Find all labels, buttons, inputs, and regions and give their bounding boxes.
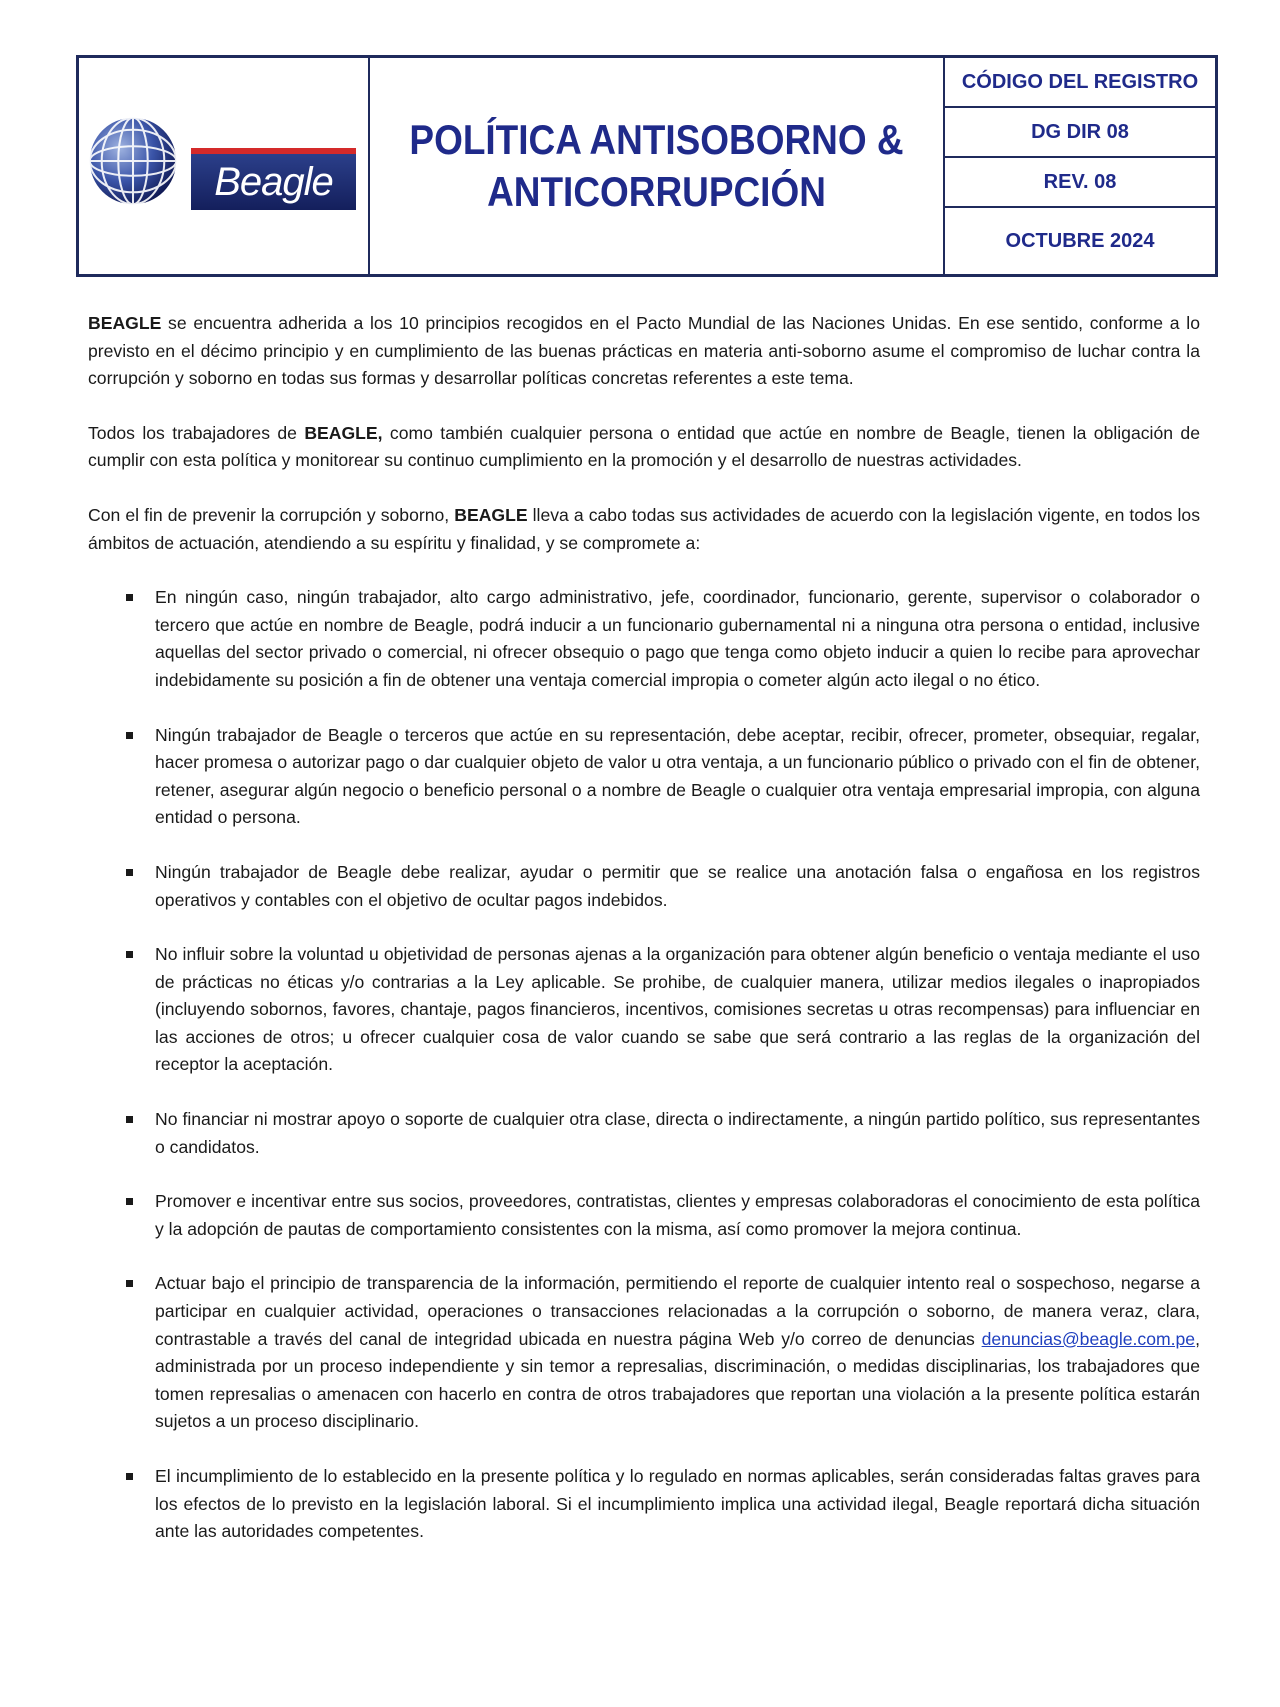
list-item-text: Ningún trabajador de Beagle debe realizar, ayudar o permitir que se realice una anotación falsa o engañosa en los registros operativos y contables con el objetivo de ocultar pagos indebidos. <box>155 861 1200 910</box>
list-item <box>88 859 1200 914</box>
intro-paragraph-2-post: como también cualquier persona o entidad que actúe en nombre de Beagle, tienen la obligación de cumplir con esta política y monitorear su continuo cumplimiento en la promoción y el desarrollo de nuestras actividades. <box>88 422 1200 471</box>
list-item-text: No financiar ni mostrar apoyo o soporte de cualquier otra clase, directa o indirectamente, a ningún partido político, sus representantes o candidatos. <box>155 1109 1200 1157</box>
document-revision: REV. 08 <box>945 158 1215 208</box>
square-bullet-icon <box>126 1198 133 1205</box>
company-name: BEAGLE, <box>304 422 383 443</box>
list-item <box>88 1106 1200 1161</box>
square-bullet-icon <box>126 869 133 876</box>
document-date: OCTUBRE 2024 <box>1005 229 1155 252</box>
square-bullet-icon <box>126 594 133 601</box>
document-meta <box>945 58 1215 274</box>
list-item-text: En ningún caso, ningún trabajador, alto cargo administrativo, jefe, coordinador, funcionario, gerente, supervisor o colaborador o tercero que actúe en nombre de Beagle, podrá inducir a un funcionario gubernamental ni a ninguna otra persona o entidad, inclusive aquellas del sector privado o comercial, ni ofrecer obsequio o pago que tenga como objeto inducir a quien lo recibe para aprovechar indebidamente su posición a fin de obtener una ventaja comercial impropia o cometer algún acto ilegal o no ético. <box>155 587 1200 690</box>
list-item-text: Actuar bajo el principio de transparencia de la información, permitiendo el reporte de cualquier intento real o sospechoso, negarse a participar en cualquier actividad, operaciones o transacciones relacionadas a la corrupción o soborno, de manera veraz, clara, contrastable a través del canal de integridad ubicada en nuestra página Web y/o correo de denuncias <box>155 1273 1200 1349</box>
square-bullet-icon <box>126 1116 133 1123</box>
document-title: POLÍTICA ANTISOBORNO & ANTICORRUPCIÓN <box>409 116 904 215</box>
square-bullet-icon <box>126 1280 133 1287</box>
intro-paragraph-2-pre: Todos los trabajadores de <box>88 422 305 443</box>
list-item-text: El incumplimiento de lo establecido en la presente política y lo regulado en normas aplicables, serán consideradas faltas graves para los efectos de lo previsto en la legislación laboral. Si el incumplimiento implica una actividad ilegal, Beagle reportará dicha situación ante las autoridades competentes. <box>155 1466 1200 1542</box>
title-cell <box>370 58 945 274</box>
brand-logo <box>191 154 356 210</box>
list-item <box>88 1188 1200 1243</box>
list-item-text: Promover e incentivar entre sus socios, proveedores, contratistas, clientes y empresas colaboradoras el conocimiento de esta política y la adopción de pautas de comportamiento consistentes con la misma, así como promover la mejora continua. <box>155 1191 1200 1239</box>
list-item-text: Ningún trabajador de Beagle o terceros que actúe en su representación, debe aceptar, recibir, ofrecer, prometer, obsequiar, regalar, hacer promesa o autorizar pago o dar cualquier objeto de valor u otra ventaja, a un funcionario público o privado con el fin de obtener, retener, asegurar algún negocio o beneficio personal o a nombre de Beagle o cualquier otra ventaja empresarial impropia, con alguna entidad o persona. <box>155 724 1200 828</box>
denuncias-email-link[interactable]: denuncias@beagle.com.pe <box>981 1328 1196 1349</box>
square-bullet-icon <box>126 732 133 739</box>
square-bullet-icon <box>126 1473 133 1480</box>
commitments-list <box>88 584 1200 1546</box>
document-code: DG DIR 08 <box>945 108 1215 158</box>
company-name: BEAGLE <box>454 504 528 525</box>
company-name: BEAGLE <box>88 313 162 333</box>
list-item <box>88 1270 1200 1436</box>
list-item <box>88 1463 1200 1546</box>
square-bullet-icon <box>126 951 133 958</box>
intro-paragraph-2 <box>88 420 1200 475</box>
list-item-text: No influir sobre la voluntad u objetividad de personas ajenas a la organización para obtener algún beneficio o ventaja mediante el uso de prácticas no éticas y/o contrarias a la Ley aplicable. Se prohibe, de cualquier manera, utilizar medios ilegales o inapropiados (incluyendo sobornos, favores, chantaje, pagos financieros, incentivos, comisiones secretas u otras recompensas) para influenciar en las acciones de otros; u ofrecer cualquier cosa de valor cuando se sabe que será contrario a las reglas de la organización del receptor la aceptación. <box>155 944 1200 1075</box>
intro-paragraph-1-text: se encuentra adherida a los 10 principios recogidos en el Pacto Mundial de las Naciones Unidas. En ese sentido, conforme a lo previsto en el décimo principio y en cumplimiento de las buenas prácticas en materia anti-soborno asume el compromiso de luchar contra la corrupción y soborno en todas sus formas y desarrollar políticas concretas referentes a este tema. <box>88 313 1200 389</box>
list-item-text: , administrada por un proceso independiente y sin temor a represalias, discriminación, o medidas disciplinarias, los trabajadores que tomen represalias o amenacen con hacerlo en contra de otros trabajadores que reportan una violación a la presente política estarán sujetos a un proceso disciplinario. <box>155 1328 1200 1432</box>
logo-cell <box>79 58 370 274</box>
list-item <box>88 941 1200 1079</box>
registry-label: CÓDIGO DEL REGISTRO <box>945 58 1215 108</box>
globe-icon <box>87 115 179 207</box>
policy-body <box>88 310 1200 1573</box>
list-item <box>88 584 1200 694</box>
list-item <box>88 722 1200 832</box>
intro-paragraph-3-post: lleva a cabo todas sus actividades de acuerdo con la legislación vigente, en todos los ámbitos de actuación, atendiendo a su espíritu y finalidad, y se compromete a: <box>88 504 1200 553</box>
document-header <box>76 55 1218 277</box>
intro-paragraph-3-pre: Con el fin de prevenir la corrupción y soborno, <box>88 504 455 525</box>
intro-paragraph-3 <box>88 502 1200 557</box>
intro-paragraph-1 <box>88 310 1200 393</box>
brand-logo-text: Beagle <box>214 159 333 204</box>
